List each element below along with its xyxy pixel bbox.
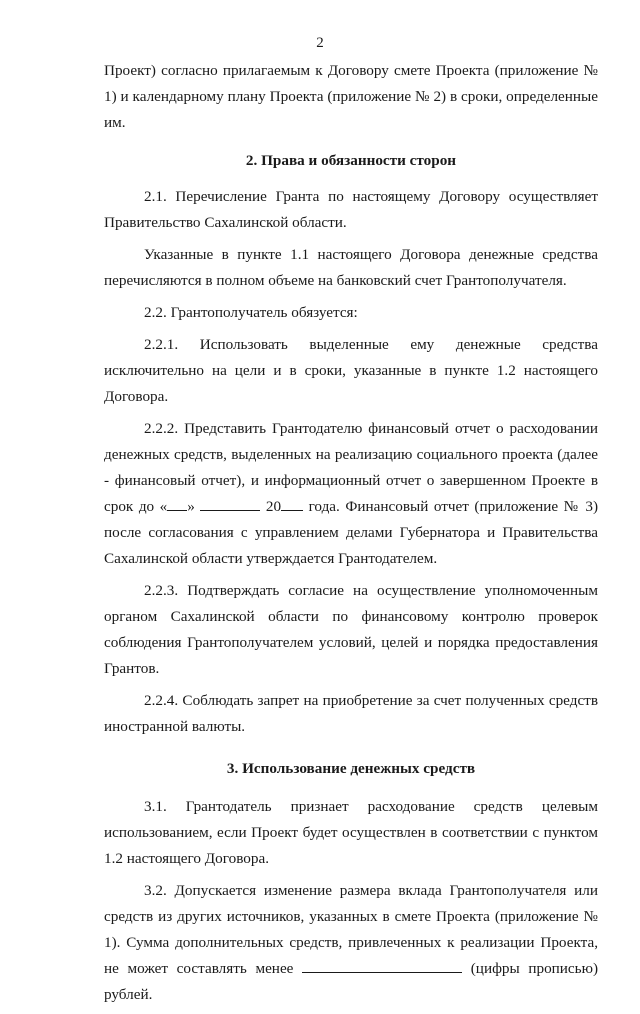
page-number: 2 xyxy=(316,35,324,51)
clause-2-2: 2.2. Грантополучатель обязуется: xyxy=(144,304,358,321)
clause-2-2-2 xyxy=(104,416,598,572)
clause-3-1: 3.1. Грантодатель признает расходование средств целевым использованием, если Проект будет осуществлен в соответствии с пунктом 1.2 настоящего Договора. xyxy=(104,798,598,867)
section-heading-rights-obligations: 2. Права и обязанности сторон xyxy=(245,152,457,169)
section-heading-use-of-funds: 3. Использование денежных средств xyxy=(226,760,476,777)
day-blank xyxy=(167,495,187,511)
clause-3-2 xyxy=(104,878,598,1008)
intro-paragraph: Проект) согласно прилагаемым к Договору смете Проекта (приложение № 1) и календарному плану Проекта (приложение № 2) в сроки, определенные им. xyxy=(104,62,598,131)
clause-2-2-2-text-b: » xyxy=(187,498,201,515)
clause-2-1: 2.1. Перечисление Гранта по настоящему Договору осуществляет Правительство Сахалинской области. xyxy=(104,188,598,231)
year-blank xyxy=(281,495,303,511)
month-blank xyxy=(200,495,260,511)
clause-2-2-2-text-c: 20 xyxy=(260,498,282,515)
clause-2-2-1: 2.2.1. Использовать выделенные ему денежные средства исключительно на цели и в сроки, указанные в пункте 1.2 настоящего Договора. xyxy=(104,336,598,405)
clause-2-2-2-text-d: года. Финансовый отчет (приложение № 3) после согласования с управлением делами Губернатора и Правительства Сахалинской области утверждается Грантодателем. xyxy=(104,498,598,567)
clause-funds-transfer: Указанные в пункте 1.1 настоящего Договора денежные средства перечисляются в полном объеме на банковский счет Грантополучателя. xyxy=(104,246,598,289)
clause-3-2-text-b: (цифры прописью) рублей. xyxy=(104,960,599,1003)
clause-3-2-text-a: 3.2. Допускается изменение размера вклада Грантополучателя или средств из других источников, указанных в смете Проекта (приложение № 1). Сумма дополнительных средств, привлеченных к реализации Проекта, не может составлять менее xyxy=(104,882,598,977)
amount-blank xyxy=(302,957,462,973)
clause-2-2-2-text-a: 2.2.2. Представить Грантодателю финансовый отчет о расходовании денежных средств, выделенных на реализацию социального проекта (далее - финансовый отчет), и информационный отчет о завершенном Проекте в срок до « xyxy=(104,420,598,515)
document-body xyxy=(104,58,598,1014)
clause-2-2-4: 2.2.4. Соблюдать запрет на приобретение за счет полученных средств иностранной валюты. xyxy=(104,692,598,735)
clause-2-2-3: 2.2.3. Подтверждать согласие на осуществление уполномоченным органом Сахалинской области по финансовому контролю проверок соблюдения Грантополучателем условий, целей и порядка предоставления Грантов. xyxy=(104,582,598,677)
